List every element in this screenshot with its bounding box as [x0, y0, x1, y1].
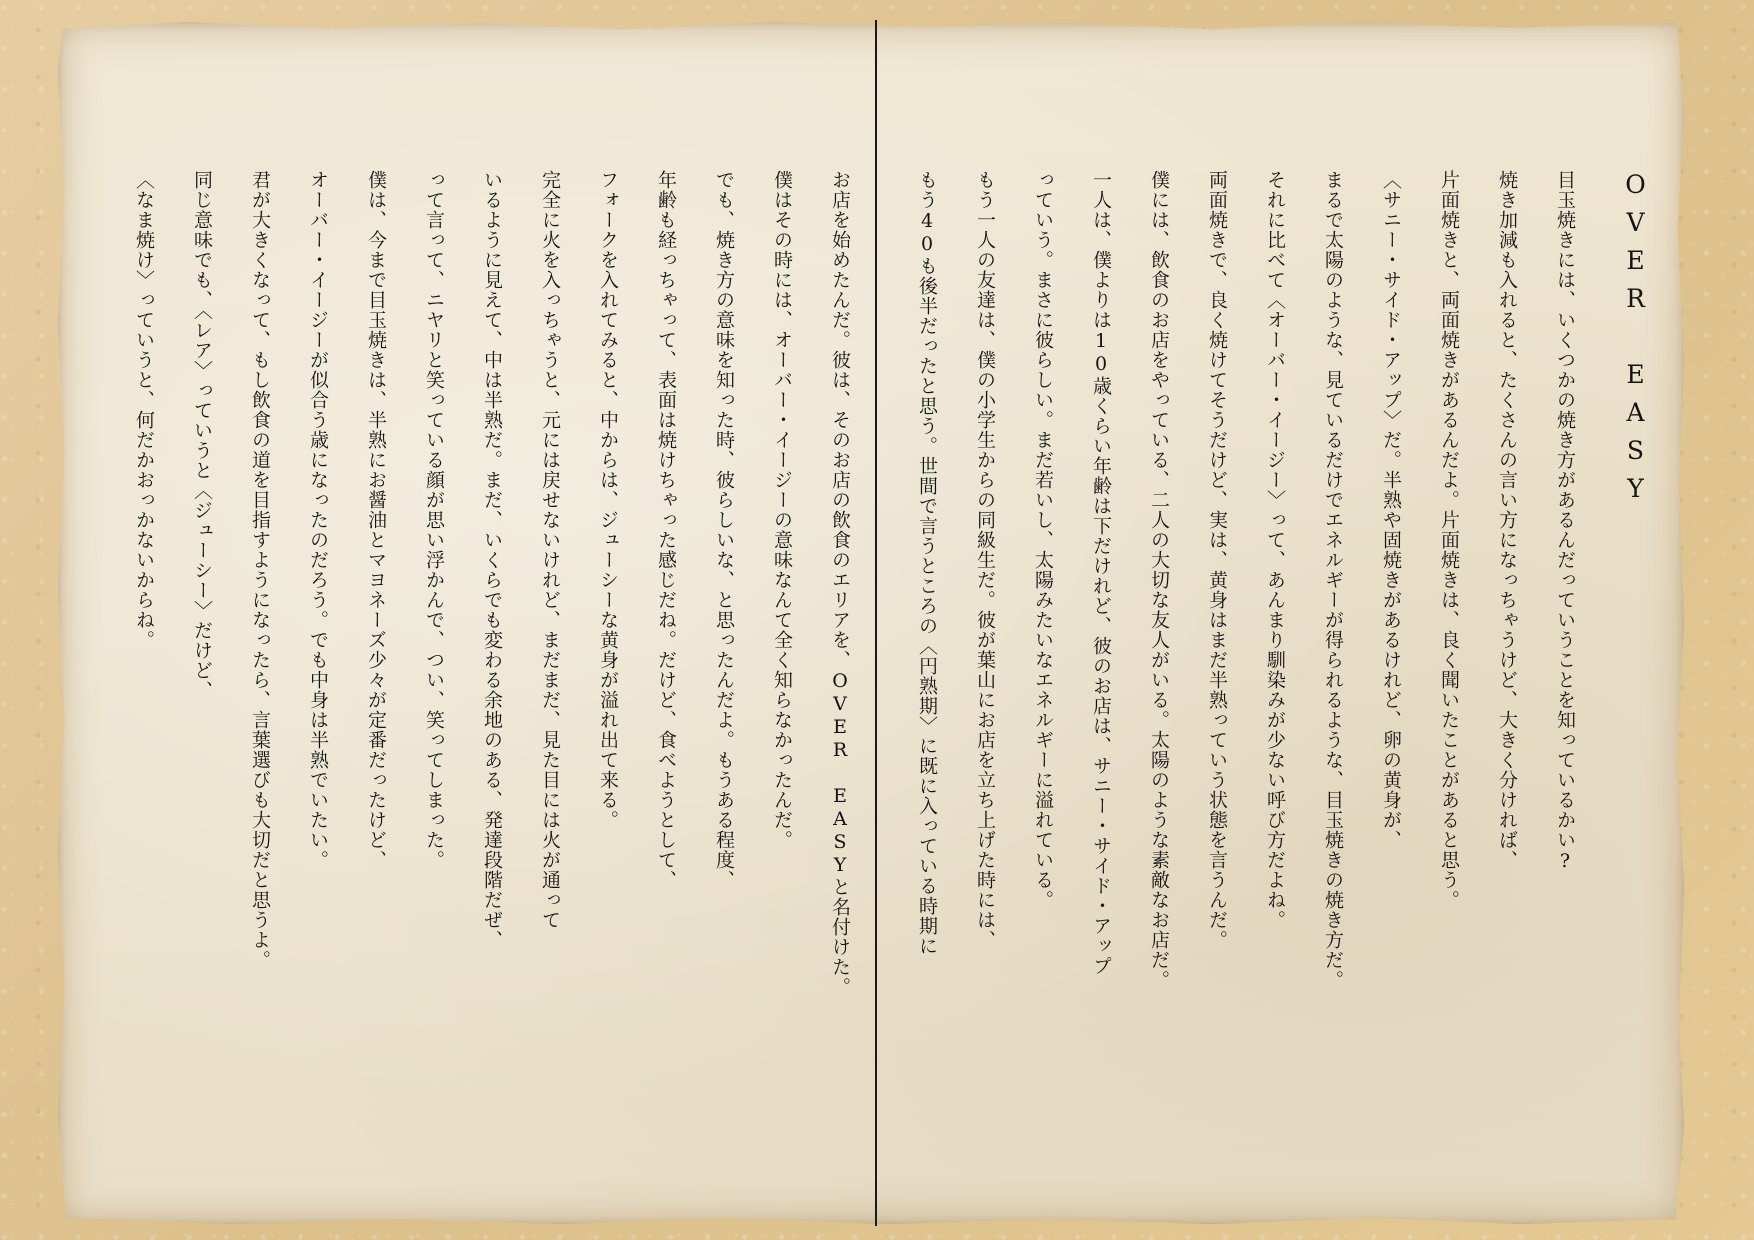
text-line: それに比べて〈オーバー・イージー〉って、あんまり馴染みが少ない呼び方だよね。: [1264, 170, 1286, 930]
text-line: 僕はその時には、オーバー・イージーの意味なんて全く知らなかったんだ。: [771, 170, 793, 850]
text-line: 両面焼きで、良く焼けてそうだけど、実は、黄身はまだ半熟っていう状態を言うんだ。: [1206, 170, 1228, 950]
text-line: 同じ意味でも、〈レア〉っていうと〈ジューシー〉だけど、: [191, 170, 213, 701]
text-line: もう40も後半だったと思う。世間で言うところの〈円熟期〉に既に入っている時期に: [916, 170, 938, 956]
text-line: まるで太陽のような、見ているだけでエネルギーが得られるような、目玉焼きの焼き方だ。: [1322, 170, 1344, 990]
text-line: って言って、ニヤリと笑っている顔が思い浮かんで、つい、笑ってしまった。: [423, 170, 445, 870]
text-line: 僕には、飲食のお店をやっている、二人の大切な友人がいる。太陽のような素敵なお店だ。: [1148, 170, 1170, 990]
text-line: でも、焼き方の意味を知った時、彼らしいな、と思ったんだよ。もうある程度、: [713, 170, 735, 890]
text-line: お店を始めたんだ。彼は、そのお店の飲食のエリアを、OVER EASYと名付けた。: [829, 170, 851, 997]
text-line: もう一人の友達は、僕の小学生からの同級生だ。彼が葉山にお店を立ち上げた時には、: [974, 170, 996, 950]
text-line: 僕は、今まで目玉焼きは、半熟にお醤油とマヨネーズ少々が定番だったけど、: [365, 170, 387, 870]
text-line: いるように見えて、中は半熟だ。まだ、いくらでも変わる余地のある、発達段階だぜ、: [481, 170, 503, 950]
text-line: 片面焼きと、両面焼きがあるんだよ。片面焼きは、良く聞いたことがあると思う。: [1438, 170, 1460, 910]
text-line: 焼き加減も入れると、たくさんの言い方になっちゃうけど、大きく分ければ、: [1496, 170, 1518, 870]
text-line: フォークを入れてみると、中からは、ジューシーな黄身が溢れ出て来る。: [597, 170, 619, 830]
text-line: オーバー・イージーが似合う歳になったのだろう。でも中身は半熟でいたい。: [307, 170, 329, 870]
text-line: 年齢も経っちゃって、表面は焼けちゃった感じだね。だけど、食べようとして、: [655, 170, 677, 890]
text-line: 君が大きくなって、もし飲食の道を目指すようになったら、言葉選びも大切だと思うよ。: [249, 170, 271, 970]
text-line: 目玉焼きには、いくつかの焼き方があるんだっていうことを知っているかい?: [1554, 170, 1576, 873]
text-line: 一人は、僕よりは10歳くらい年齢は下だけれど、彼のお店は、サニー・サイド・アップ: [1090, 170, 1112, 976]
text-line: 完全に火を入っちゃうと、元には戻せないけれど、まだまだ、見た目には火が通って: [539, 170, 561, 930]
text-line: 〈なま焼け〉っていうと、何だかおっかないからね。: [133, 170, 155, 650]
text-line: 〈サニー・サイド・アップ〉だ。半熟や固焼きがあるけれど、卵の黄身が、: [1380, 170, 1402, 850]
text-line: っていう。まさに彼らしい。まだ若いし、太陽みたいなエネルギーに溢れている。: [1032, 170, 1054, 910]
page-divider-line: [875, 20, 877, 1226]
page-title: OVER EASY: [1621, 170, 1650, 512]
